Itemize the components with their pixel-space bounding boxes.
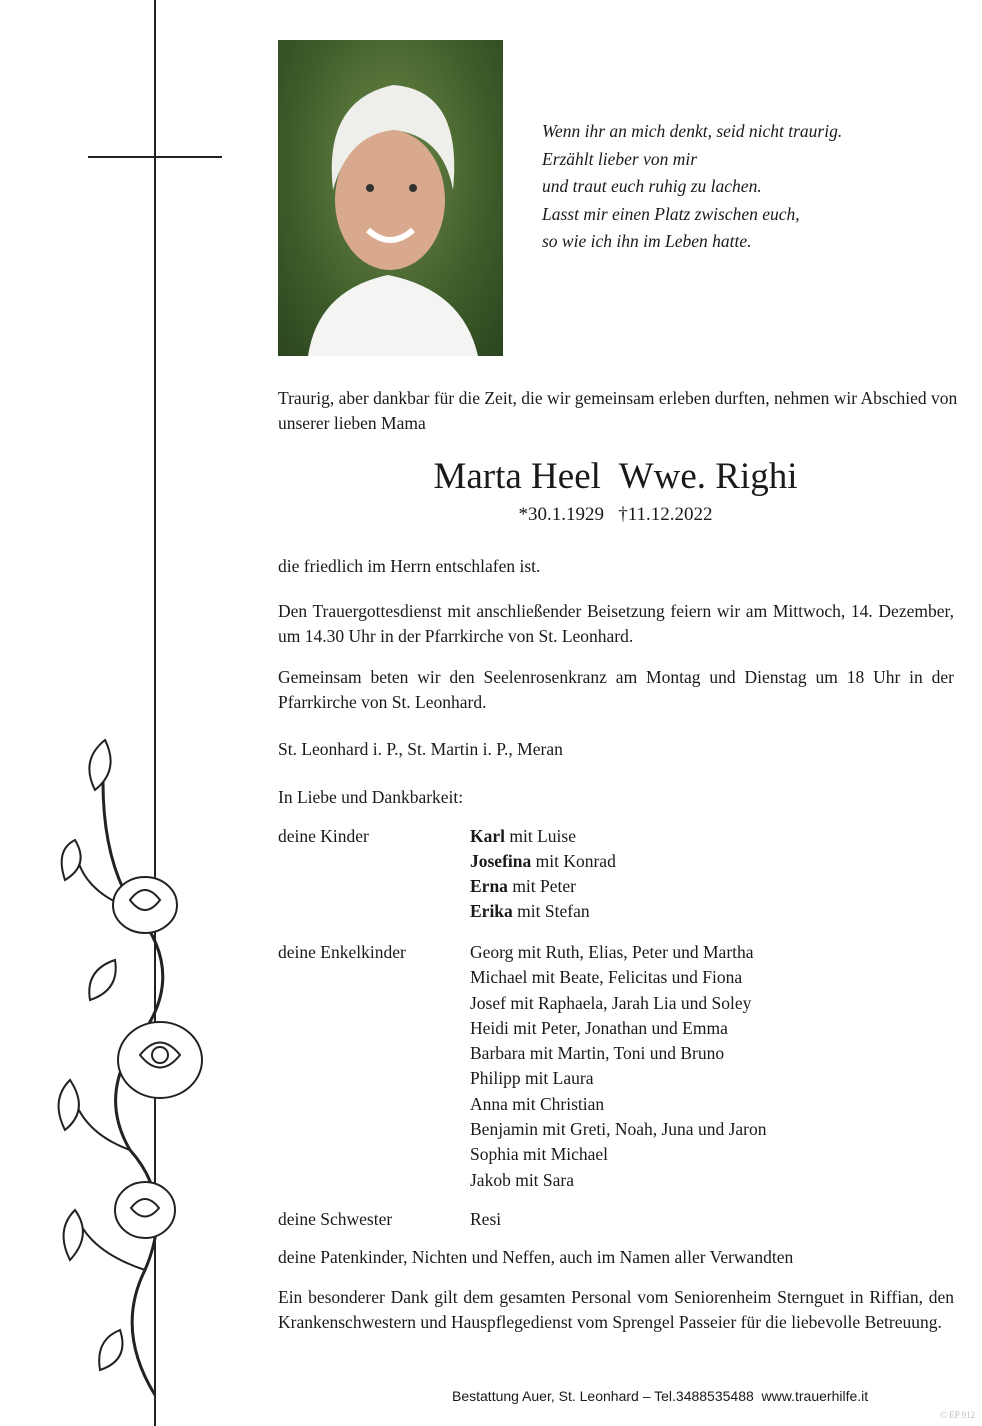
- poem-line: Lasst mir einen Platz zwischen euch,: [542, 203, 800, 224]
- child-name: Erika: [470, 901, 513, 921]
- portrait-illustration: [278, 40, 503, 356]
- grandchild-entry: Heidi mit Peter, Jonathan und Emma: [470, 1017, 728, 1038]
- grandchild-entry: Philipp mit Laura: [470, 1068, 594, 1089]
- intro-text: Traurig, aber dankbar für die Zeit, die wir gemeinsam erleben durften, nehmen wir Abschied von unserer lieben Mama: [278, 388, 958, 433]
- sister-label: deine Schwester: [278, 1209, 393, 1229]
- poem-line: und traut euch ruhig zu lachen.: [542, 176, 762, 196]
- child-name: Erna: [470, 876, 508, 896]
- grandchild-entry: Barbara mit Martin, Toni und Bruno: [470, 1043, 725, 1064]
- deceased-name: Marta Heel Wwe. Righi: [433, 456, 798, 497]
- grandchild-entry: Anna mit Christian: [470, 1093, 605, 1114]
- poem: [542, 118, 842, 256]
- child-name: Josefina: [470, 851, 532, 871]
- rose-vine-ornament: [35, 730, 215, 1400]
- footer-funeral-home: Bestattung Auer, St. Leonhard – Tel.3488535488 www.trauerhilfe.it: [452, 1388, 869, 1404]
- child-partner: mit Peter: [507, 876, 576, 896]
- cross-horizontal-line: [88, 156, 222, 158]
- grandchild-entry: Jakob mit Sara: [470, 1169, 575, 1190]
- rosary-info: Gemeinsam beten wir den Seelenrosenkranz am Montag und Dienstag um 18 Uhr in der Pfarrkirche von St. Leonhard.: [278, 667, 954, 712]
- child-partner: mit Stefan: [512, 901, 590, 921]
- child-entry: [470, 874, 870, 899]
- children-label: deine Kinder: [278, 826, 369, 846]
- copyright-mark: © EP 912: [940, 1410, 976, 1420]
- love-line: In Liebe und Dankbarkeit:: [278, 787, 464, 807]
- life-dates: *30.1.1929 †11.12.2022: [518, 504, 713, 525]
- poem-line: so wie ich ihn im Leben hatte.: [542, 231, 752, 251]
- child-partner: mit Konrad: [531, 851, 616, 871]
- places: St. Leonhard i. P., St. Martin i. P., Meran: [278, 739, 563, 759]
- grandchild-entry: Josef mit Raphaela, Jarah Lia und Soley: [470, 992, 752, 1013]
- child-partner: mit Luise: [505, 826, 576, 846]
- portrait-photo: [278, 40, 503, 356]
- child-name: Karl: [470, 826, 505, 846]
- godchildren-line: deine Patenkinder, Nichten und Neffen, auch im Namen aller Verwandten: [278, 1247, 794, 1267]
- grandchild-entry: Sophia mit Michael: [470, 1144, 609, 1165]
- grandchild-entry: Benjamin mit Greti, Noah, Juna und Jaron: [470, 1119, 767, 1140]
- funeral-info: Den Trauergottesdienst mit anschließender Beisetzung feiern wir am Mittwoch, 14. Dezember, um 14.30 Uhr in der Pfarrkirche von St. Leonhard.: [278, 601, 954, 646]
- child-entry: [470, 849, 870, 874]
- grandchildren-label: deine Enkelkinder: [278, 942, 406, 962]
- grandchild-entry: Michael mit Beate, Felicitas und Fiona: [470, 967, 743, 988]
- grandchild-entry: Georg mit Ruth, Elias, Peter und Martha: [470, 942, 754, 962]
- sister-name: Resi: [470, 1209, 502, 1229]
- thanks-text: Ein besonderer Dank gilt dem gesamten Personal vom Seniorenheim Sternguet in Riffian, den Krankenschwestern und Hauspflegedienst vom Sprengel Passeier für die liebevolle Betreuung.: [278, 1287, 954, 1332]
- poem-line: Wenn ihr an mich denkt, seid nicht traurig.: [542, 121, 843, 141]
- passing-text: die friedlich im Herrn entschlafen ist.: [278, 556, 541, 576]
- child-entry: [470, 824, 870, 849]
- poem-line: Erzählt lieber von mir: [542, 148, 698, 169]
- child-entry: [470, 899, 870, 924]
